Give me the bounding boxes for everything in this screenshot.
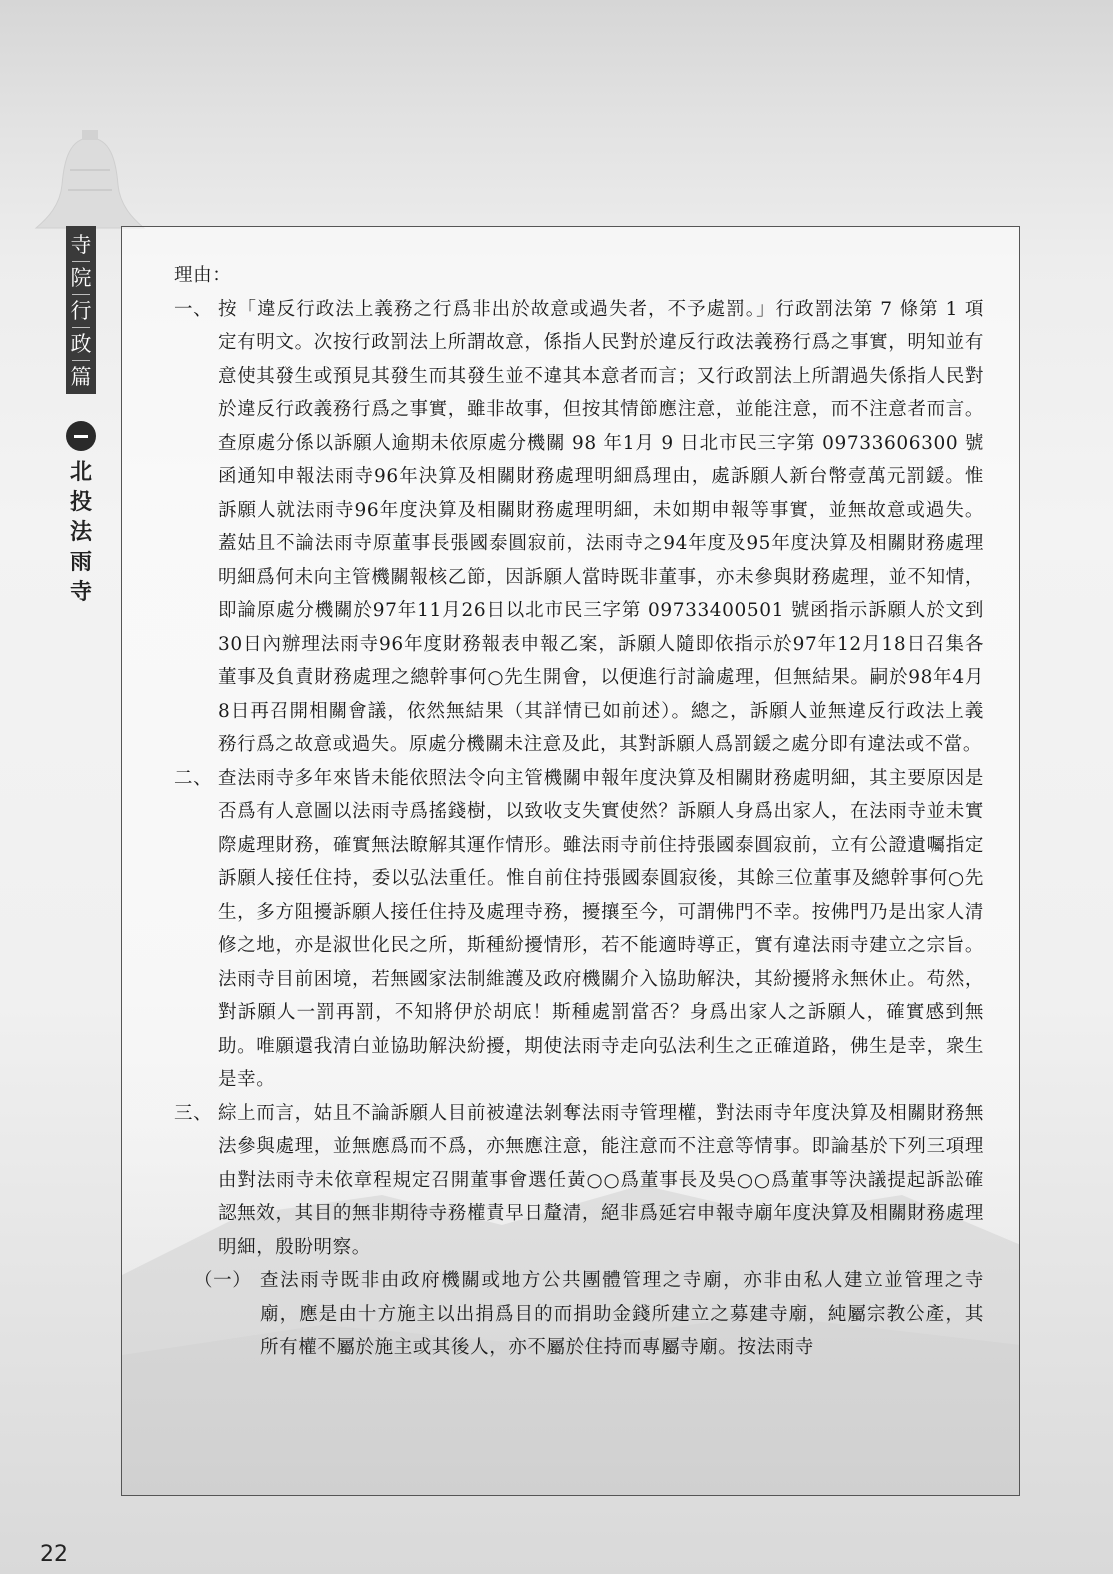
list-item-number: 二、 <box>174 767 213 789</box>
chapter-title-char: 寺 <box>69 580 92 605</box>
reason-heading: 理由： <box>174 265 232 286</box>
document-body <box>174 259 984 1365</box>
dash-circle-icon <box>66 421 96 451</box>
list-item <box>174 293 984 762</box>
list-item <box>174 1097 984 1265</box>
list-item-text: 按「違反行政法上義務之行爲非出於故意或過失者，不予處罰。」行政罰法第 7 條第 1 項定有明文。次按行政罰法上所謂故意，係指人民對於違反行政法義務行爲之事實，明知並有意使其發生或預見其發生而其發生並不違其本意者而言；又行政罰法上所謂過失係指人民對於違反行政義務行爲之事實，雖非故事，但按其情節應注意，並能注意，而不注意者而言。查原處分係以訴願人逾期未依原處分機關 98 年1月 9 日北市民三字第 09733606300 號函通知申報法雨寺96年決算及相關財務處理明細爲理由，處訴願人新台幣壹萬元罰鍰。惟訴願人就法雨寺96年度決算及相關財務處理明細，未如期申報等事實，並無故意或過失。蓋姑且不論法雨寺原董事長張國泰圓寂前，法雨寺之94年度及95年度決算及相關財務處理明細爲何未向主管機關報核乙節，因訴願人當時既非董事，亦未參與財務處理，並不知情，即論原處分機關於97年11月26日以北市民三字第 09733400501 號函指示訴願人於文到30日內辦理法雨寺96年度財務報表申報乙案，訴願人隨即依指示於97年12月18日召集各董事及負責財務處理之總幹事何○先生開會，以便進行討論處理，但無結果。嗣於98年4月8日再召開相關會議，依然無結果（其詳情已如前述）。總之，訴願人並無違反行政法上義務行爲之故意或過失。原處分機關未注意及此，其對訴願人爲罰鍰之處分即有違法或不當。 <box>218 298 984 755</box>
section-tab-char: 政 <box>70 332 92 356</box>
section-tab-divider <box>72 294 90 295</box>
section-tab-char: 行 <box>70 299 92 323</box>
sub-list-item <box>174 1264 984 1365</box>
section-tab-char: 篇 <box>70 365 92 389</box>
sub-list-item-text: 查法雨寺既非由政府機關或地方公共團體管理之寺廟，亦非由私人建立並管理之寺廟，應是由十方施主以出捐爲目的而捐助金錢所建立之募建寺廟，純屬宗教公產，其所有權不屬於施主或其後人，亦不屬於住持而專屬寺廟。按法雨寺 <box>260 1270 984 1358</box>
section-tab-divider <box>72 261 90 262</box>
chapter-title-char: 北 <box>69 460 92 485</box>
content-frame <box>121 226 1020 1496</box>
list-item-number: 一、 <box>174 298 213 320</box>
list-item-text: 綜上而言，姑且不論訴願人目前被違法剝奪法雨寺管理權，對法雨寺年度決算及相關財務無法參與處理，並無應爲而不爲，亦無應注意，能注意而不注意等情事。即論基於下列三項理由對法雨寺未依章程規定召開董事會選任黃○○爲董事長及吳○○爲董事等決議提起訴訟確認無效，其目的無非期待寺務權責早日釐清，絕非爲延宕申報寺廟年度決算及相關財務處理明細，殷盼明察。 <box>218 1102 984 1258</box>
section-tab <box>66 226 96 394</box>
section-tab-char: 寺 <box>70 233 92 257</box>
section-tab-char: 院 <box>70 266 92 290</box>
list-item-number: 三、 <box>174 1102 213 1124</box>
page-number: 22 <box>40 1542 68 1567</box>
sub-list-item-number: （一） <box>194 1270 252 1291</box>
chapter-title-char: 雨 <box>69 550 92 575</box>
chapter-title-char: 投 <box>69 490 92 515</box>
section-tab-divider <box>72 360 90 361</box>
bell-watermark <box>30 130 150 240</box>
chapter-title <box>66 458 96 608</box>
list-item-text: 查法雨寺多年來皆未能依照法令向主管機關申報年度決算及相關財務處明細，其主要原因是否爲有人意圖以法雨寺爲搖錢樹，以致收支失實使然？訴願人身爲出家人，在法雨寺並未實際處理財務，確實無法瞭解其運作情形。雖法雨寺前住持張國泰圓寂前，立有公證遺囑指定訴願人接任住持，委以弘法重任。惟自前住持張國泰圓寂後，其餘三位董事及總幹事何○先生，多方阻擾訴願人接任住持及處理寺務，擾攘至今，可謂佛門不幸。按佛門乃是出家人清修之地，亦是淑世化民之所，斯種紛擾情形，若不能適時導正，實有違法雨寺建立之宗旨。法雨寺目前困境，若無國家法制維護及政府機關介入協助解決，其紛擾將永無休止。苟然，對訴願人一罰再罰，不知將伊於胡底！斯種處罰當否？身爲出家人之訴願人，確實感到無助。唯願還我清白並協助解決紛擾，期使法雨寺走向弘法利生之正確道路，佛生是幸，衆生是幸。 <box>218 767 984 1090</box>
list-item <box>174 762 984 1097</box>
chapter-title-char: 法 <box>69 520 92 545</box>
section-tab-divider <box>72 327 90 328</box>
